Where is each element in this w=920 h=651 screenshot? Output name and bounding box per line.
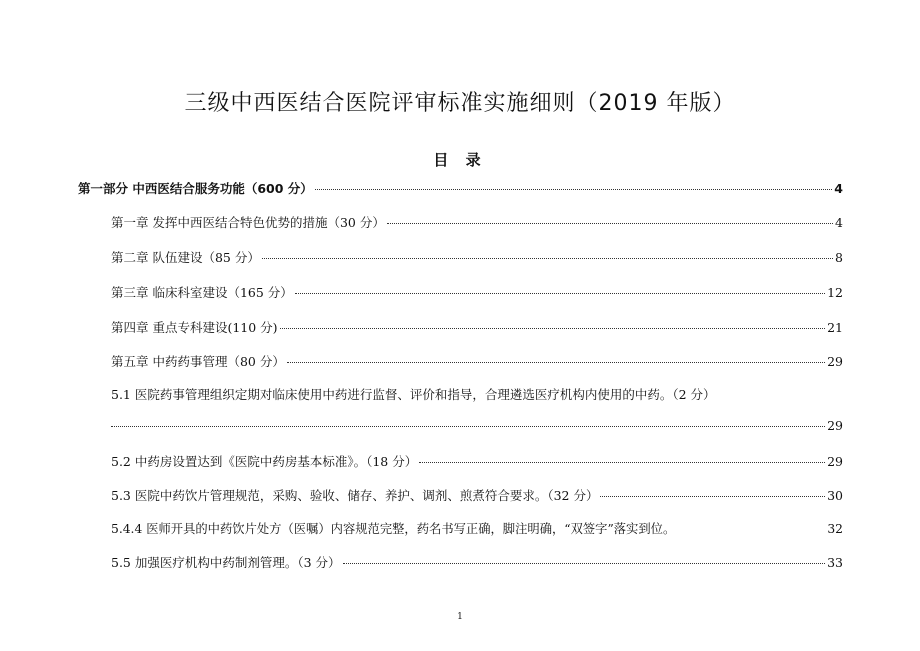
toc-entry-text: 第一部分 中西医结合服务功能（600 分） [78,181,313,196]
toc-entry-5-1-continued[interactable] [111,418,843,436]
dot-leader [287,362,825,363]
toc-entry-text: 5.2 中药房设置达到《医院中药房基本标准》。（18 分） [111,454,418,469]
dot-leader [295,293,825,294]
dot-leader [343,563,826,564]
toc-entry-chapter-5[interactable] [111,352,843,370]
toc-page-number: 21 [827,320,843,335]
toc-entry-text: 5.4.4 医师开具的中药饮片处方（医嘱）内容规范完整，药名书写正确，脚注明确，“双签字”落实到位。 [111,522,676,536]
document-title: 三级中西医结合医院评审标准实施细则（2019 年版） [184,91,736,116]
page-number: 1 [457,612,463,622]
toc-entry-text: 第四章 重点专科建设(110 分) [111,320,278,335]
toc-page-number: 29 [827,354,843,369]
toc-entry-5-4-4[interactable] [111,519,843,537]
toc-entry-text: 5.5 加强医疗机构中药制剂管理。（3 分） [111,555,341,570]
dot-leader [315,189,833,190]
toc-page-number: 12 [827,285,843,300]
toc-entry-text: 第一章 发挥中西医结合特色优势的措施（30 分） [111,215,385,230]
dot-leader [600,496,825,497]
toc-page-number: 8 [835,250,843,265]
toc-entry-text: 5.3 医院中药饮片管理规范，采购、验收、储存、养护、调剂、煎煮符合要求。（32 分） [111,488,599,503]
toc-entry-text: 第五章 中药药事管理（80 分） [111,354,285,369]
toc-heading: 目 录 [433,151,487,169]
toc-page-number: 29 [827,418,843,433]
toc-entry-text: 第三章 临床科室建设（165 分） [111,285,293,300]
toc-entry-chapter-3[interactable] [111,283,843,301]
toc-entry-5-2[interactable] [111,452,843,470]
dot-leader [387,223,833,224]
toc-entry-chapter-1[interactable] [111,213,843,231]
dot-leader [111,426,825,427]
toc-page-number: 33 [827,555,843,570]
toc-entry-5-1[interactable] [111,385,843,403]
toc-page-number: 30 [827,488,843,503]
toc-entry-part-1[interactable] [78,179,843,197]
dot-leader [280,328,826,329]
dot-leader [262,258,833,259]
toc-entry-5-3[interactable] [111,486,843,504]
toc-page-number: 4 [835,215,843,230]
toc-entry-chapter-4[interactable] [111,318,843,336]
toc-page-number: 32 [827,522,843,536]
toc-entry-text: 第二章 队伍建设（85 分） [111,250,260,265]
toc-entry-chapter-2[interactable] [111,248,843,266]
toc-page-number: 4 [834,181,843,196]
toc-entry-5-5[interactable] [111,553,843,571]
toc-entry-text: 5.1 医院药事管理组织定期对临床使用中药进行监督、评价和指导，合理遴选医疗机构内使用的中药。（2 分） [111,387,716,402]
dot-leader [419,462,825,463]
toc-page-number: 29 [827,454,843,469]
